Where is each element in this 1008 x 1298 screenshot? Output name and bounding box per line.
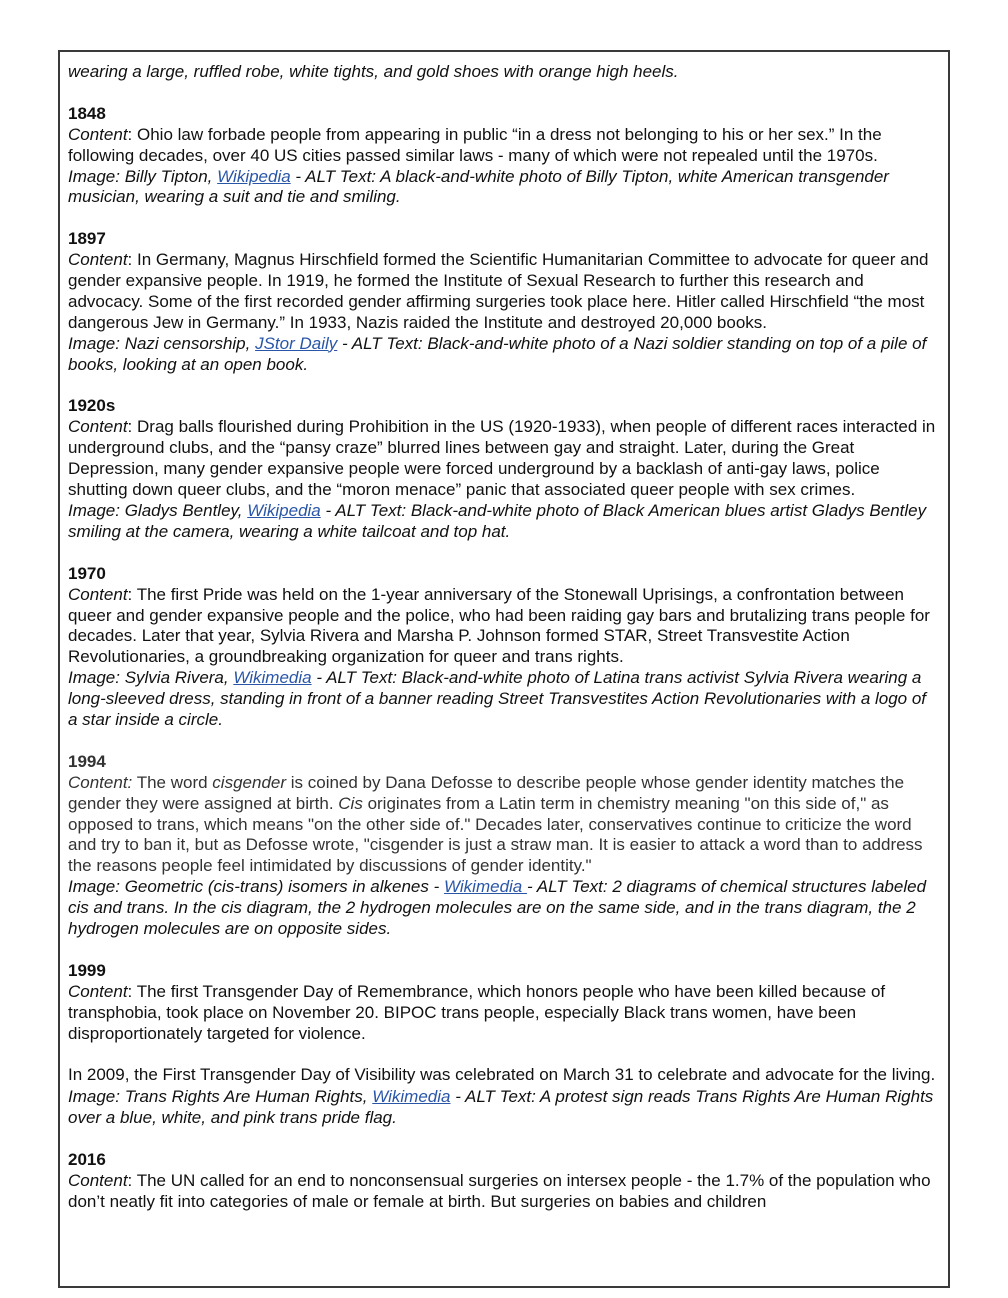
- content-text-c: originates from a Latin term in chemistry meaning "on this side of," as opposed to trans, which means "on the other side of." Decades later, conservatives continue to criticize the word and try to ban it, but as Defosse wrote, "cisgender is just a straw man. It is easier to attack a word than to address the reasons people feel intimidated by discussions of gender identity.": [68, 793, 923, 876]
- entry-content: [68, 125, 940, 167]
- image-prefix: Image: Geometric (cis-trans) isomers in alkenes -: [68, 877, 444, 897]
- source-link[interactable]: Wikimedia: [233, 668, 312, 688]
- entry-year: 1999: [68, 960, 106, 980]
- content-colon: :: [127, 250, 133, 270]
- timeline-entry-1848: [68, 104, 940, 209]
- entry-image-credit: [68, 167, 940, 209]
- content-colon: :: [127, 772, 133, 792]
- entry-content: [68, 250, 940, 334]
- timeline-entry-2016: [68, 1150, 940, 1213]
- document-body: [68, 62, 940, 1213]
- timeline-entry-1970: [68, 564, 940, 731]
- timeline-entry-1999: [68, 961, 940, 1129]
- image-alt-text: - ALT Text: Black-and-white photo of a Nazi soldier standing on top of a pile of books, looking at an open book.: [68, 333, 927, 374]
- entry-content: [68, 585, 940, 669]
- content-label: Content: [68, 417, 128, 437]
- image-alt-text: - ALT Text: Black-and-white photo of Black American blues artist Gladys Bentley smiling at the camera, wearing a white tailcoat and top hat.: [68, 500, 927, 541]
- image-prefix: Image: Gladys Bentley,: [68, 500, 248, 520]
- content-text: Ohio law forbade people from appearing in public “in a dress not belonging to his or her sex.” In the following decades, over 40 US cities passed similar laws - many of which were not repealed until the 1970s.: [68, 124, 882, 165]
- source-link[interactable]: Wikimedia: [444, 877, 527, 897]
- timeline-entry-1897: [68, 229, 940, 375]
- content-label: Content: [68, 981, 128, 1001]
- content-text-a: The word: [132, 772, 213, 792]
- entry-year: 1920s: [68, 396, 116, 416]
- image-alt-text: - ALT Text: A protest sign reads Trans Rights Are Human Rights over a blue, white, and pink trans pride flag.: [68, 1087, 934, 1128]
- entry-year: 2016: [68, 1150, 106, 1170]
- source-link[interactable]: Wikimedia: [372, 1087, 451, 1107]
- timeline-entry-1994: [68, 752, 940, 940]
- entry-content: [68, 982, 940, 1045]
- source-link[interactable]: Wikipedia: [217, 166, 291, 186]
- entry-year: 1897: [68, 229, 106, 249]
- entry-content: [68, 417, 940, 501]
- source-link[interactable]: JStor Daily: [255, 333, 338, 353]
- content-emphasis-cis: Cis: [338, 793, 363, 813]
- timeline-entry-1920s: [68, 396, 940, 542]
- document-page: [58, 50, 950, 1288]
- entry-image-credit: [68, 1087, 940, 1129]
- image-prefix: Image: Billy Tipton,: [68, 166, 218, 186]
- content-text: The UN called for an end to nonconsensual surgeries on intersex people - the 1.7% of the population who don’t neatly fit into categories of male or female at birth. But surgeries on babies and children: [68, 1171, 931, 1211]
- entry-year: 1848: [68, 103, 106, 123]
- image-prefix: Image: Nazi censorship,: [68, 333, 256, 353]
- content-text-b: is coined by Dana Defosse to describe people whose gender identity matches the gender they were assigned at birth.: [68, 772, 905, 813]
- content-text: The first Transgender Day of Remembrance, which honors people who have been killed because of transphobia, took place on November 20. BIPOC trans people, especially Black trans women, have been disproportionately targeted for violence.: [68, 981, 886, 1043]
- content-emphasis-cisgender: cisgender: [212, 772, 287, 792]
- content-text: Drag balls flourished during Prohibition in the US (1920-1933), when people of different races interacted in underground clubs, and the “pansy craze” blurred lines between gay and straight. Later, during the Great Depression, many gender expansive people were forced underground by a backlash of anti-gay laws, police shutting down queer clubs, and the “moron menace” panic that associated queer people with sex crimes.: [68, 417, 936, 500]
- content-label: Content: [68, 250, 128, 270]
- entry-content: [68, 1171, 940, 1213]
- content-label: Content: [68, 772, 128, 792]
- content-colon: :: [127, 124, 133, 144]
- entry-image-credit: [68, 334, 940, 376]
- content-colon: :: [127, 417, 133, 437]
- entry-year: 1994: [68, 751, 106, 771]
- content-label: Content: [68, 584, 128, 604]
- image-alt-text: - ALT Text: Black-and-white photo of Latina trans activist Sylvia Rivera wearing a long-sleeved dress, standing in front of a banner reading Street Transvestites Action Revolutionaries with a logo of a star inside a circle.: [68, 668, 927, 730]
- content-label: Content: [68, 124, 128, 144]
- content-text: The first Pride was held on the 1-year anniversary of the Stonewall Uprisings, a confrontation between queer and gender expansive people and the police, who had been raiding gay bars and brutalizing trans people for decades. Later that year, Sylvia Rivera and Marsha P. Johnson formed STAR, Street Transvestite Action Revolutionaries, a groundbreaking organization for queer and trans rights.: [68, 584, 930, 667]
- intro-line: wearing a large, ruffled robe, white tights, and gold shoes with orange high heels.: [68, 62, 679, 81]
- image-prefix: Image: Trans Rights Are Human Rights,: [68, 1087, 373, 1107]
- entry-year: 1970: [68, 563, 106, 583]
- content-text: In Germany, Magnus Hirschfield formed the Scientific Humanitarian Committee to advocate for queer and gender expansive people. In 1919, he formed the Institute of Sexual Research to further this research and advocacy. Some of the first recorded gender affirming surgeries took place here. Hitler called Hirschfield “the most dangerous Jew in Germany.” In 1933, Nazis raided the Institute and destroyed 20,000 books.: [68, 250, 929, 332]
- entry-content: [68, 773, 940, 878]
- entry-paragraph-2: In 2009, the First Transgender Day of Visibility was celebrated on March 31 to celebrate and advocate for the living.: [68, 1065, 936, 1085]
- content-label: Content: [68, 1171, 128, 1190]
- image-alt-text: - ALT Text: A black-and-white photo of Billy Tipton, white American transgender musician, wearing a suit and tie and smiling.: [68, 166, 889, 207]
- entry-image-credit: [68, 501, 940, 543]
- content-colon: :: [127, 1171, 133, 1190]
- content-colon: :: [127, 584, 133, 604]
- source-link[interactable]: Wikipedia: [247, 500, 321, 520]
- entry-image-credit: [68, 877, 940, 940]
- image-prefix: Image: Sylvia Rivera,: [68, 668, 234, 688]
- content-colon: :: [127, 981, 133, 1001]
- image-alt-text: - ALT Text: 2 diagrams of chemical structures labeled cis and trans. In the cis diagram, the 2 hydrogen molecules are on the same side, and in the trans diagram, the 2 hydrogen molecules are on opposite sides.: [68, 877, 927, 939]
- entry-image-credit: [68, 668, 940, 731]
